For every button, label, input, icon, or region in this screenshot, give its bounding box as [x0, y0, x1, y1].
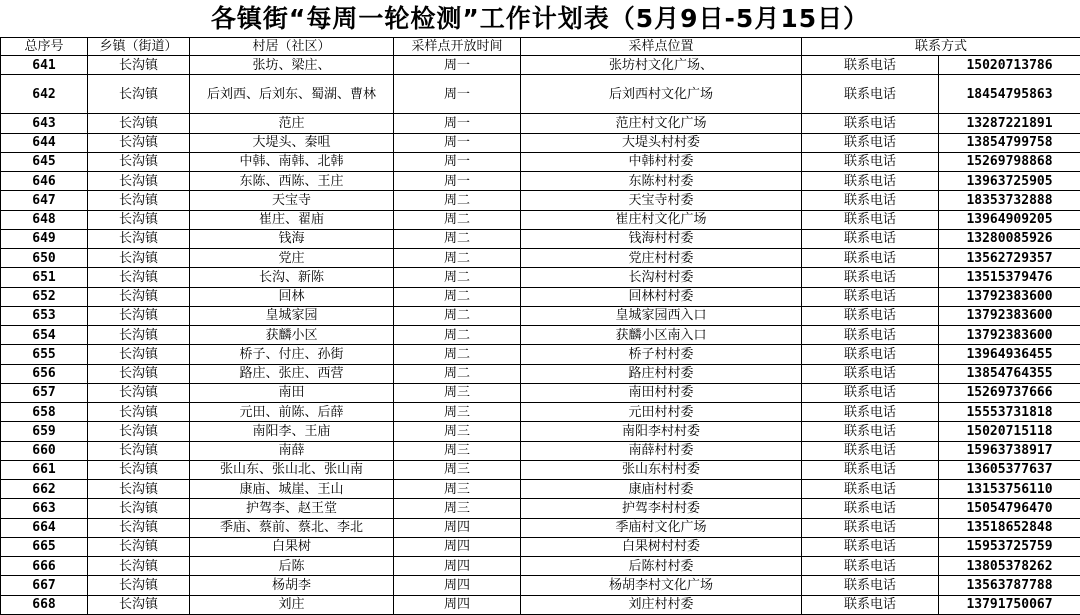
cell-seq: 651 — [1, 268, 88, 287]
table-row — [1, 56, 1080, 75]
cell-phone: 13964936455 — [939, 345, 1080, 364]
cell-contact-label: 联系电话 — [802, 557, 939, 576]
cell-contact-label: 联系电话 — [802, 75, 939, 114]
cell-time: 周一 — [394, 56, 521, 75]
cell-contact-label: 联系电话 — [802, 576, 939, 595]
table-row — [1, 172, 1080, 191]
cell-town: 长沟镇 — [88, 152, 190, 171]
cell-contact-label: 联系电话 — [802, 364, 939, 383]
table-row — [1, 518, 1080, 537]
cell-time: 周三 — [394, 403, 521, 422]
cell-town: 长沟镇 — [88, 422, 190, 441]
cell-location: 桥子村村委 — [521, 345, 802, 364]
cell-contact-label: 联系电话 — [802, 518, 939, 537]
cell-seq: 644 — [1, 133, 88, 152]
cell-seq: 653 — [1, 306, 88, 325]
cell-seq: 662 — [1, 480, 88, 499]
header-row — [1, 38, 1080, 56]
cell-contact-label: 联系电话 — [802, 595, 939, 614]
cell-time: 周一 — [394, 172, 521, 191]
cell-time: 周二 — [394, 306, 521, 325]
cell-contact-label: 联系电话 — [802, 537, 939, 556]
cell-seq: 668 — [1, 595, 88, 614]
cell-town: 长沟镇 — [88, 75, 190, 114]
cell-phone: 15953725759 — [939, 537, 1080, 556]
cell-village: 杨胡李 — [190, 576, 394, 595]
cell-contact-label: 联系电话 — [802, 422, 939, 441]
cell-village: 天宝寺 — [190, 191, 394, 210]
cell-seq: 645 — [1, 152, 88, 171]
table-row — [1, 480, 1080, 499]
cell-town: 长沟镇 — [88, 518, 190, 537]
cell-phone: 13153756110 — [939, 480, 1080, 499]
cell-phone: 13792383600 — [939, 326, 1080, 345]
cell-time: 周二 — [394, 210, 521, 229]
cell-time: 周三 — [394, 383, 521, 402]
cell-seq: 666 — [1, 557, 88, 576]
cell-phone: 13791750067 — [939, 595, 1080, 614]
cell-phone: 13287221891 — [939, 114, 1080, 133]
cell-location: 康庙村村委 — [521, 480, 802, 499]
cell-phone: 13792383600 — [939, 306, 1080, 325]
cell-village: 桥子、付庄、孙街 — [190, 345, 394, 364]
cell-town: 长沟镇 — [88, 172, 190, 191]
cell-seq: 649 — [1, 229, 88, 248]
cell-phone: 13605377637 — [939, 460, 1080, 479]
cell-town: 长沟镇 — [88, 210, 190, 229]
cell-seq: 650 — [1, 249, 88, 268]
cell-contact-label: 联系电话 — [802, 383, 939, 402]
cell-seq: 661 — [1, 460, 88, 479]
cell-town: 长沟镇 — [88, 537, 190, 556]
cell-town: 长沟镇 — [88, 460, 190, 479]
cell-contact-label: 联系电话 — [802, 403, 939, 422]
cell-seq: 665 — [1, 537, 88, 556]
cell-village: 白果树 — [190, 537, 394, 556]
cell-village: 中韩、南韩、北韩 — [190, 152, 394, 171]
cell-contact-label: 联系电话 — [802, 287, 939, 306]
cell-village: 大堤头、秦咀 — [190, 133, 394, 152]
cell-seq: 657 — [1, 383, 88, 402]
cell-time: 周四 — [394, 537, 521, 556]
cell-phone: 15269737666 — [939, 383, 1080, 402]
table-row — [1, 287, 1080, 306]
cell-time: 周三 — [394, 460, 521, 479]
cell-contact-label: 联系电话 — [802, 441, 939, 460]
cell-phone: 13792383600 — [939, 287, 1080, 306]
cell-location: 杨胡李村文化广场 — [521, 576, 802, 595]
cell-contact-label: 联系电话 — [802, 249, 939, 268]
table-row — [1, 75, 1080, 114]
cell-time: 周三 — [394, 480, 521, 499]
cell-town: 长沟镇 — [88, 287, 190, 306]
cell-contact-label: 联系电话 — [802, 114, 939, 133]
table-row — [1, 268, 1080, 287]
cell-location: 南阳李村村委 — [521, 422, 802, 441]
cell-phone: 13563787788 — [939, 576, 1080, 595]
cell-seq: 654 — [1, 326, 88, 345]
table-row — [1, 326, 1080, 345]
cell-town: 长沟镇 — [88, 345, 190, 364]
cell-location: 路庄村村委 — [521, 364, 802, 383]
cell-contact-label: 联系电话 — [802, 326, 939, 345]
table-row — [1, 210, 1080, 229]
cell-phone: 13562729357 — [939, 249, 1080, 268]
cell-seq: 652 — [1, 287, 88, 306]
table-row — [1, 403, 1080, 422]
cell-time: 周二 — [394, 364, 521, 383]
cell-location: 张坊村文化广场、 — [521, 56, 802, 75]
table-row — [1, 152, 1080, 171]
cell-seq: 667 — [1, 576, 88, 595]
cell-location: 天宝寺村委 — [521, 191, 802, 210]
cell-location: 获麟小区南入口 — [521, 326, 802, 345]
cell-town: 长沟镇 — [88, 595, 190, 614]
cell-seq: 641 — [1, 56, 88, 75]
cell-location: 崔庄村文化广场 — [521, 210, 802, 229]
cell-phone: 13963725905 — [939, 172, 1080, 191]
table-row — [1, 229, 1080, 248]
cell-contact-label: 联系电话 — [802, 306, 939, 325]
table-row — [1, 114, 1080, 133]
cell-village: 回林 — [190, 287, 394, 306]
cell-village: 路庄、张庄、西营 — [190, 364, 394, 383]
cell-town: 长沟镇 — [88, 249, 190, 268]
cell-seq: 648 — [1, 210, 88, 229]
table-row — [1, 537, 1080, 556]
cell-seq: 647 — [1, 191, 88, 210]
cell-time: 周四 — [394, 595, 521, 614]
cell-time: 周一 — [394, 133, 521, 152]
table-row — [1, 364, 1080, 383]
cell-contact-label: 联系电话 — [802, 56, 939, 75]
cell-contact-label: 联系电话 — [802, 152, 939, 171]
cell-seq: 643 — [1, 114, 88, 133]
cell-phone: 13280085926 — [939, 229, 1080, 248]
cell-seq: 655 — [1, 345, 88, 364]
cell-time: 周三 — [394, 422, 521, 441]
cell-phone: 15269798868 — [939, 152, 1080, 171]
cell-village: 元田、前陈、后薛 — [190, 403, 394, 422]
cell-location: 护驾李村村委 — [521, 499, 802, 518]
cell-time: 周一 — [394, 114, 521, 133]
cell-phone: 13518652848 — [939, 518, 1080, 537]
cell-location: 范庄村文化广场 — [521, 114, 802, 133]
cell-time: 周四 — [394, 518, 521, 537]
cell-time: 周二 — [394, 287, 521, 306]
cell-phone: 13854799758 — [939, 133, 1080, 152]
cell-time: 周二 — [394, 249, 521, 268]
cell-phone: 15020715118 — [939, 422, 1080, 441]
cell-town: 长沟镇 — [88, 56, 190, 75]
cell-time: 周二 — [394, 326, 521, 345]
cell-seq: 660 — [1, 441, 88, 460]
cell-contact-label: 联系电话 — [802, 172, 939, 191]
cell-seq: 658 — [1, 403, 88, 422]
cell-time: 周一 — [394, 152, 521, 171]
cell-seq: 659 — [1, 422, 88, 441]
cell-contact-label: 联系电话 — [802, 210, 939, 229]
cell-town: 长沟镇 — [88, 133, 190, 152]
cell-location: 东陈村村委 — [521, 172, 802, 191]
cell-seq: 663 — [1, 499, 88, 518]
cell-village: 皇城家园 — [190, 306, 394, 325]
cell-village: 刘庄 — [190, 595, 394, 614]
cell-town: 长沟镇 — [88, 268, 190, 287]
cell-town: 长沟镇 — [88, 326, 190, 345]
header-seq: 总序号 — [1, 38, 88, 56]
cell-village: 党庄 — [190, 249, 394, 268]
cell-town: 长沟镇 — [88, 383, 190, 402]
cell-phone: 15963738917 — [939, 441, 1080, 460]
table-body — [1, 56, 1080, 615]
cell-time: 周一 — [394, 75, 521, 114]
cell-phone: 15553731818 — [939, 403, 1080, 422]
cell-town: 长沟镇 — [88, 403, 190, 422]
cell-village: 张山东、张山北、张山南 — [190, 460, 394, 479]
table-row — [1, 345, 1080, 364]
cell-phone: 13854764355 — [939, 364, 1080, 383]
table-row — [1, 133, 1080, 152]
cell-seq: 656 — [1, 364, 88, 383]
table-row — [1, 249, 1080, 268]
cell-time: 周三 — [394, 441, 521, 460]
cell-location: 后刘西村文化广场 — [521, 75, 802, 114]
table-row — [1, 383, 1080, 402]
cell-phone: 13964909205 — [939, 210, 1080, 229]
cell-village: 护驾李、赵王堂 — [190, 499, 394, 518]
cell-town: 长沟镇 — [88, 441, 190, 460]
cell-contact-label: 联系电话 — [802, 499, 939, 518]
cell-village: 南田 — [190, 383, 394, 402]
header-village: 村居（社区） — [190, 38, 394, 56]
cell-seq: 642 — [1, 75, 88, 114]
cell-village: 东陈、西陈、王庄 — [190, 172, 394, 191]
table-row — [1, 441, 1080, 460]
table-row — [1, 557, 1080, 576]
cell-contact-label: 联系电话 — [802, 133, 939, 152]
cell-phone: 18353732888 — [939, 191, 1080, 210]
cell-town: 长沟镇 — [88, 229, 190, 248]
cell-phone: 13515379476 — [939, 268, 1080, 287]
cell-location: 元田村村委 — [521, 403, 802, 422]
cell-location: 钱海村村委 — [521, 229, 802, 248]
cell-village: 季庙、蔡前、蔡北、李北 — [190, 518, 394, 537]
table-row — [1, 306, 1080, 325]
cell-village: 张坊、梁庄、 — [190, 56, 394, 75]
cell-town: 长沟镇 — [88, 114, 190, 133]
cell-time: 周二 — [394, 268, 521, 287]
table-row — [1, 499, 1080, 518]
cell-location: 回林村村委 — [521, 287, 802, 306]
cell-contact-label: 联系电话 — [802, 460, 939, 479]
page-title: 各镇街“每周一轮检测”工作计划表（5月9日-5月15日） — [0, 0, 1080, 37]
cell-contact-label: 联系电话 — [802, 229, 939, 248]
cell-village: 钱海 — [190, 229, 394, 248]
table-row — [1, 191, 1080, 210]
cell-village: 崔庄、翟庙 — [190, 210, 394, 229]
cell-time: 周四 — [394, 557, 521, 576]
table-row — [1, 422, 1080, 441]
cell-location: 刘庄村村委 — [521, 595, 802, 614]
cell-town: 长沟镇 — [88, 364, 190, 383]
cell-phone: 13805378262 — [939, 557, 1080, 576]
cell-village: 长沟、新陈 — [190, 268, 394, 287]
header-time: 采样点开放时间 — [394, 38, 521, 56]
cell-town: 长沟镇 — [88, 576, 190, 595]
cell-time: 周二 — [394, 345, 521, 364]
cell-location: 中韩村村委 — [521, 152, 802, 171]
header-town: 乡镇（街道） — [88, 38, 190, 56]
cell-location: 后陈村村委 — [521, 557, 802, 576]
cell-town: 长沟镇 — [88, 306, 190, 325]
cell-location: 党庄村村委 — [521, 249, 802, 268]
cell-phone: 18454795863 — [939, 75, 1080, 114]
cell-time: 周二 — [394, 191, 521, 210]
cell-time: 周三 — [394, 499, 521, 518]
cell-town: 长沟镇 — [88, 480, 190, 499]
cell-seq: 664 — [1, 518, 88, 537]
cell-phone: 15020713786 — [939, 56, 1080, 75]
table-row — [1, 460, 1080, 479]
cell-location: 长沟村村委 — [521, 268, 802, 287]
cell-location: 季庙村文化广场 — [521, 518, 802, 537]
cell-village: 康庙、城崖、王山 — [190, 480, 394, 499]
table-row — [1, 595, 1080, 614]
cell-village: 南阳李、王庙 — [190, 422, 394, 441]
cell-village: 范庄 — [190, 114, 394, 133]
cell-location: 皇城家园西入口 — [521, 306, 802, 325]
cell-town: 长沟镇 — [88, 557, 190, 576]
cell-time: 周二 — [394, 229, 521, 248]
cell-contact-label: 联系电话 — [802, 480, 939, 499]
cell-village: 后刘西、后刘东、蜀湖、曹林 — [190, 75, 394, 114]
cell-contact-label: 联系电话 — [802, 345, 939, 364]
cell-village: 后陈 — [190, 557, 394, 576]
cell-location: 南田村村委 — [521, 383, 802, 402]
table-row — [1, 576, 1080, 595]
header-location: 采样点位置 — [521, 38, 802, 56]
header-contact: 联系方式 — [802, 38, 1080, 56]
cell-village: 南薛 — [190, 441, 394, 460]
cell-town: 长沟镇 — [88, 499, 190, 518]
cell-seq: 646 — [1, 172, 88, 191]
cell-location: 大堤头村村委 — [521, 133, 802, 152]
cell-contact-label: 联系电话 — [802, 268, 939, 287]
cell-village: 获麟小区 — [190, 326, 394, 345]
cell-location: 白果树村村委 — [521, 537, 802, 556]
cell-location: 南薛村村委 — [521, 441, 802, 460]
cell-time: 周四 — [394, 576, 521, 595]
cell-phone: 15054796470 — [939, 499, 1080, 518]
cell-town: 长沟镇 — [88, 191, 190, 210]
cell-contact-label: 联系电话 — [802, 191, 939, 210]
cell-location: 张山东村村委 — [521, 460, 802, 479]
plan-table — [0, 37, 1080, 615]
